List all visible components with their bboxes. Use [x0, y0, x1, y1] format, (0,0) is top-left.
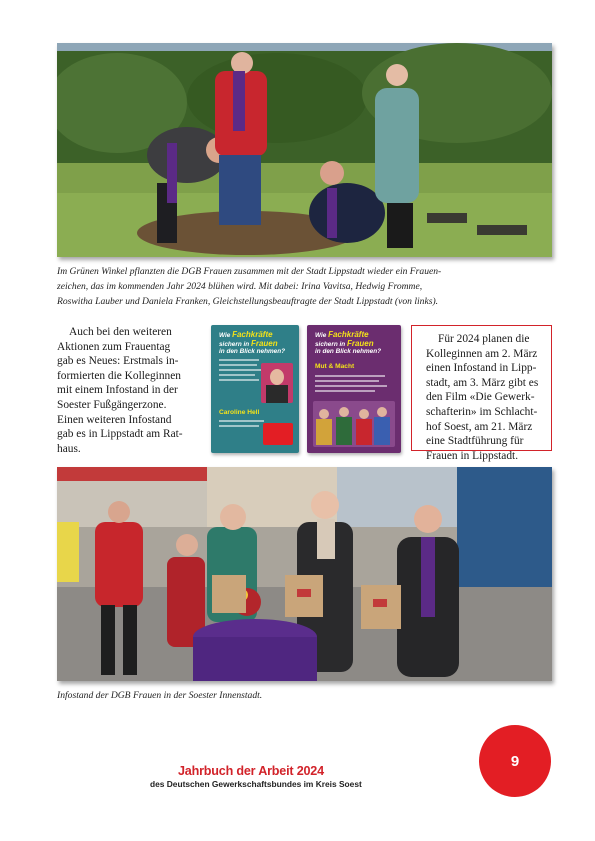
- text-line: Frauen in Lippstadt.: [426, 449, 519, 462]
- flyer-logo-area: [263, 423, 293, 445]
- photo-planting-image: [57, 43, 552, 257]
- text-line: Kolleginnen am 2. März: [426, 347, 538, 360]
- footer-title: Jahrbuch der Arbeit 2024: [178, 764, 324, 778]
- text-line: einen Infostand in Lipp-: [426, 362, 537, 375]
- text-line: haus.: [57, 442, 81, 455]
- flyer-subtitle: Mut & Macht: [315, 363, 355, 370]
- photo-planting: [57, 43, 552, 257]
- text-line: formierten die Kolleginnen: [57, 369, 181, 382]
- caption-line: Roswitha Lauber und Daniela Franken, Gleichstellungsbeauftragte der Stadt Lippstadt (von links).: [57, 296, 439, 307]
- flyer-heading-line: in den Blick nehmen?: [315, 348, 382, 355]
- text-line: gab es Neues: Erstmals in-: [57, 355, 179, 368]
- photo-infostand: [57, 467, 552, 681]
- flyer-heading-highlight: Frauen: [250, 338, 278, 348]
- text-line: mit einem Infostand in der: [57, 384, 178, 397]
- caption-line: Im Grünen Winkel pflanzten die DGB Frauen zusammen mit der Stadt Lippstadt wieder ein Frauen-: [57, 266, 442, 277]
- article-left-column: [57, 325, 197, 456]
- flyer-heading-word: Wie: [315, 332, 327, 339]
- flyer-heading-word: sichern in: [219, 340, 250, 348]
- text-line: hof Soest, am 21. März: [426, 420, 533, 433]
- caption-line: zeichen, das im kommenden Jahr 2024 blühen wird. Mit dabei: Irina Vavitsa, Hedwig Fromme,: [57, 281, 423, 292]
- text-line: den Film «Die Gewerk-: [426, 391, 535, 404]
- photo-planting-caption: [57, 264, 557, 309]
- photo-infostand-image: [57, 467, 552, 681]
- photo-infostand-caption: Infostand der DGB Frauen in der Soester Innenstadt.: [57, 690, 263, 701]
- text-line: Für 2024 planen die: [438, 333, 530, 345]
- text-line: schafterin» im Schlacht-: [426, 405, 538, 418]
- flyer-purple: [307, 325, 401, 453]
- text-line: Auch bei den weiteren: [69, 326, 172, 338]
- page-number: 9: [510, 752, 520, 770]
- flyer-heading-line: in den Blick nehmen?: [219, 348, 286, 355]
- flyer-portrait: [261, 363, 293, 403]
- text-line: Soester Fußgängerzone.: [57, 398, 167, 411]
- footer-subtitle: des Deutschen Gewerkschaftsbundes im Kreis Soest: [150, 779, 362, 789]
- plans-2024-box: [411, 325, 552, 462]
- text-line: Aktionen zum Frauentag: [57, 340, 171, 353]
- text-line: gab es in Lippstadt am Rat-: [57, 428, 183, 441]
- flyer-heading: [219, 331, 285, 356]
- flyer-group-photo: [313, 401, 395, 447]
- flyer-heading-word: Wie: [219, 332, 231, 339]
- text-line: stadt, am 3. März gibt es: [426, 376, 539, 389]
- text-line: Einen weiteren Infostand: [57, 413, 172, 426]
- flyer-speaker-name: Caroline Hell: [219, 409, 260, 416]
- page-number-badge: [479, 725, 551, 797]
- flyer-heading-highlight: Frauen: [346, 338, 374, 348]
- flyer-heading: [315, 331, 381, 356]
- flyer-heading-highlight: Fachkräfte: [232, 330, 273, 339]
- flyer-teal: [211, 325, 299, 453]
- flyer-heading-word: sichern in: [315, 340, 346, 348]
- flyer-heading-highlight: Fachkräfte: [328, 330, 369, 339]
- text-line: eine Stadtführung für: [426, 435, 524, 448]
